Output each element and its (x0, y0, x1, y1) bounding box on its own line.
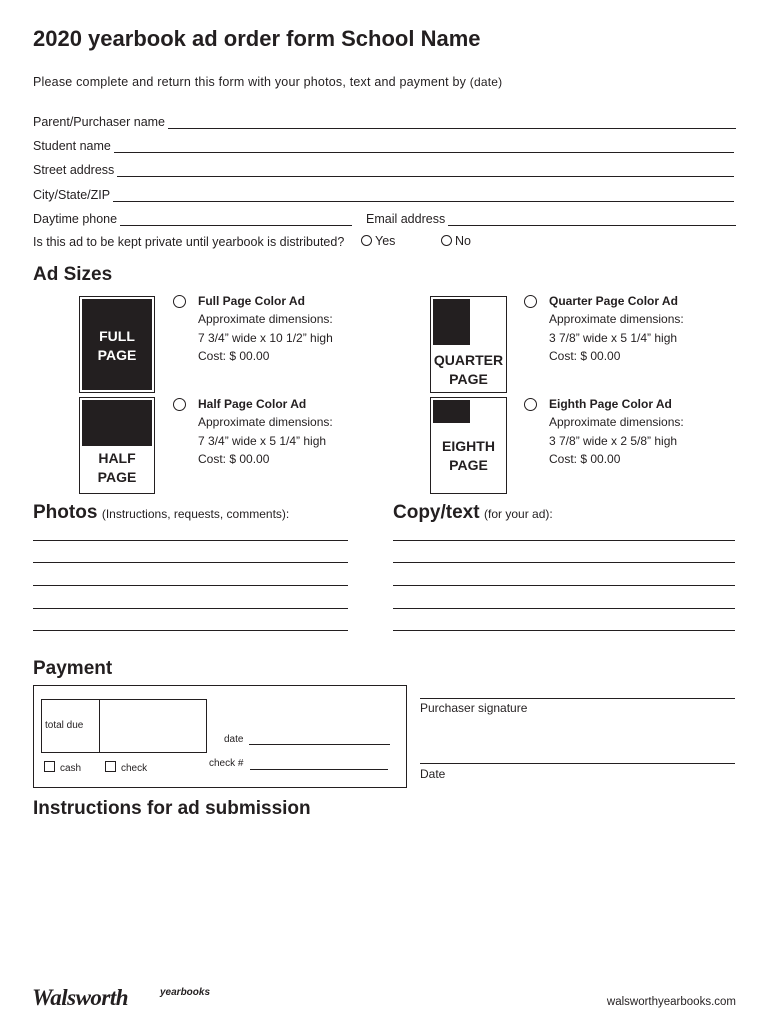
cash-label: cash (60, 763, 82, 774)
student-name-field[interactable] (33, 137, 734, 153)
quarter-page-fill (433, 299, 470, 345)
quarter-page-dims: 3 7/8” wide x 5 1/4” high (549, 330, 678, 345)
half-page-dims-label: Approximate dimensions: (198, 415, 333, 430)
radio-full-page-icon[interactable] (173, 295, 186, 308)
city-state-zip-field[interactable] (33, 186, 734, 202)
half-page-option-title: Half Page Color Ad (198, 397, 307, 411)
private-question (33, 235, 344, 249)
intro-date-placeholder: (date) (469, 75, 503, 89)
payment-box (33, 685, 407, 788)
street-address-label: Street address (33, 163, 115, 177)
half-page-label (80, 449, 154, 487)
radio-half-page-icon[interactable] (173, 398, 186, 411)
total-due-input[interactable] (100, 700, 206, 752)
photos-line-1[interactable] (33, 540, 348, 541)
check-number-line[interactable] (250, 769, 388, 770)
payment-date-label: date (224, 734, 244, 745)
street-address-line[interactable] (117, 164, 734, 177)
copy-section-header (393, 502, 553, 524)
private-no-option[interactable] (441, 234, 471, 248)
full-page-label (80, 327, 154, 365)
full-page-dims-label: Approximate dimensions: (198, 312, 333, 327)
photos-line-2[interactable] (33, 562, 348, 563)
photos-line-5[interactable] (33, 630, 348, 631)
instructions-heading: Instructions for ad submission (33, 798, 311, 819)
daytime-phone-label: Daytime phone (33, 212, 118, 226)
copy-heading: Copy/text (393, 502, 480, 523)
photos-note: (Instructions, requests, comments): (101, 507, 290, 521)
half-page-cost: Cost: $ 00.00 (198, 451, 270, 466)
photos-line-3[interactable] (33, 585, 348, 586)
email-line[interactable] (448, 213, 736, 226)
student-name-label: Student name (33, 139, 111, 153)
street-address-field[interactable] (33, 161, 734, 177)
full-page-cost: Cost: $ 00.00 (198, 348, 270, 363)
radio-no-icon[interactable] (441, 235, 452, 246)
full-page-dims: 7 3/4” wide x 10 1/2” high (198, 330, 333, 345)
parent-name-label: Parent/Purchaser name (33, 115, 166, 129)
copy-line-1[interactable] (393, 540, 735, 541)
walsworth-logo: Walsworth (32, 985, 129, 1010)
quarter-page-dims-label: Approximate dimensions: (549, 312, 684, 327)
quarter-page-option-title: Quarter Page Color Ad (549, 294, 678, 308)
private-question-label: Is this ad to be kept private until yearbook is distributed? (33, 235, 345, 249)
intro-instruction: Please complete and return this form with your photos, text and payment by (33, 75, 467, 89)
quarter-page-label-line1: QUARTER (433, 352, 504, 368)
check-option[interactable] (105, 761, 147, 774)
daytime-phone-line[interactable] (120, 213, 352, 226)
copy-line-2[interactable] (393, 562, 735, 563)
eighth-page-label-line2: PAGE (449, 457, 488, 473)
cash-checkbox[interactable] (44, 761, 55, 772)
email-label: Email address (366, 212, 446, 226)
payment-date-line[interactable] (249, 744, 390, 745)
eighth-page-dims: 3 7/8” wide x 2 5/8” high (549, 433, 678, 448)
purchaser-signature-label: Purchaser signature (420, 701, 528, 715)
quarter-page-cost: Cost: $ 00.00 (549, 348, 621, 363)
quarter-page-thumbnail (430, 296, 507, 393)
intro-text (33, 75, 502, 89)
photos-section-header (33, 502, 289, 524)
full-page-option[interactable] (198, 292, 333, 365)
parent-name-field[interactable] (33, 113, 736, 129)
check-number-label: check # (209, 758, 244, 769)
private-yes-label: Yes (375, 234, 396, 248)
eighth-page-fill (433, 400, 470, 423)
full-page-option-title: Full Page Color Ad (198, 294, 305, 308)
private-yes-option[interactable] (361, 234, 395, 248)
daytime-phone-field[interactable] (33, 210, 352, 226)
copy-note: (for your ad): (484, 507, 553, 521)
eighth-page-option[interactable] (549, 395, 684, 468)
copy-line-5[interactable] (393, 630, 735, 631)
check-checkbox[interactable] (105, 761, 116, 772)
total-due-box (41, 699, 207, 753)
city-state-zip-line[interactable] (113, 189, 734, 202)
photos-line-4[interactable] (33, 608, 348, 609)
radio-eighth-page-icon[interactable] (524, 398, 537, 411)
website-url: walsworthyearbooks.com (606, 996, 736, 1008)
half-page-label-line2: PAGE (97, 469, 137, 485)
eighth-page-cost: Cost: $ 00.00 (549, 451, 621, 466)
city-state-zip-label: City/State/ZIP (33, 188, 111, 202)
full-page-label-line1: FULL (99, 328, 135, 344)
radio-yes-icon[interactable] (361, 235, 372, 246)
copy-line-4[interactable] (393, 608, 735, 609)
signature-date-line[interactable] (420, 763, 735, 764)
page-title: 2020 yearbook ad order form School Name (33, 26, 481, 51)
radio-quarter-page-icon[interactable] (524, 295, 537, 308)
half-page-dims: 7 3/4” wide x 5 1/4” high (198, 433, 327, 448)
half-page-label-line1: HALF (98, 450, 136, 466)
email-field[interactable] (366, 210, 736, 226)
eighth-page-label-line1: EIGHTH (442, 438, 495, 454)
photos-heading: Photos (33, 502, 98, 523)
payment-heading: Payment (33, 658, 113, 679)
walsworth-logo-sub: yearbooks (160, 987, 211, 998)
half-page-option[interactable] (198, 395, 333, 468)
full-page-thumbnail (79, 296, 155, 393)
full-page-label-line2: PAGE (97, 347, 137, 363)
total-due-label: total due (45, 720, 84, 731)
student-name-line[interactable] (114, 140, 734, 153)
eighth-page-option-title: Eighth Page Color Ad (549, 397, 672, 411)
half-page-thumbnail (79, 397, 155, 494)
quarter-page-label (431, 351, 506, 389)
quarter-page-option[interactable] (549, 292, 684, 365)
check-label: check (121, 763, 148, 774)
purchaser-signature-line[interactable] (420, 698, 735, 699)
copy-line-3[interactable] (393, 585, 735, 586)
half-page-fill (82, 400, 152, 446)
eighth-page-dims-label: Approximate dimensions: (549, 415, 684, 430)
quarter-page-label-line2: PAGE (449, 371, 488, 387)
private-no-label: No (455, 234, 471, 248)
cash-option[interactable] (44, 761, 81, 774)
parent-name-line[interactable] (168, 116, 736, 129)
signature-date-label: Date (420, 767, 446, 781)
eighth-page-thumbnail (430, 397, 507, 494)
eighth-page-label (431, 437, 506, 475)
ad-sizes-heading: Ad Sizes (33, 264, 113, 285)
